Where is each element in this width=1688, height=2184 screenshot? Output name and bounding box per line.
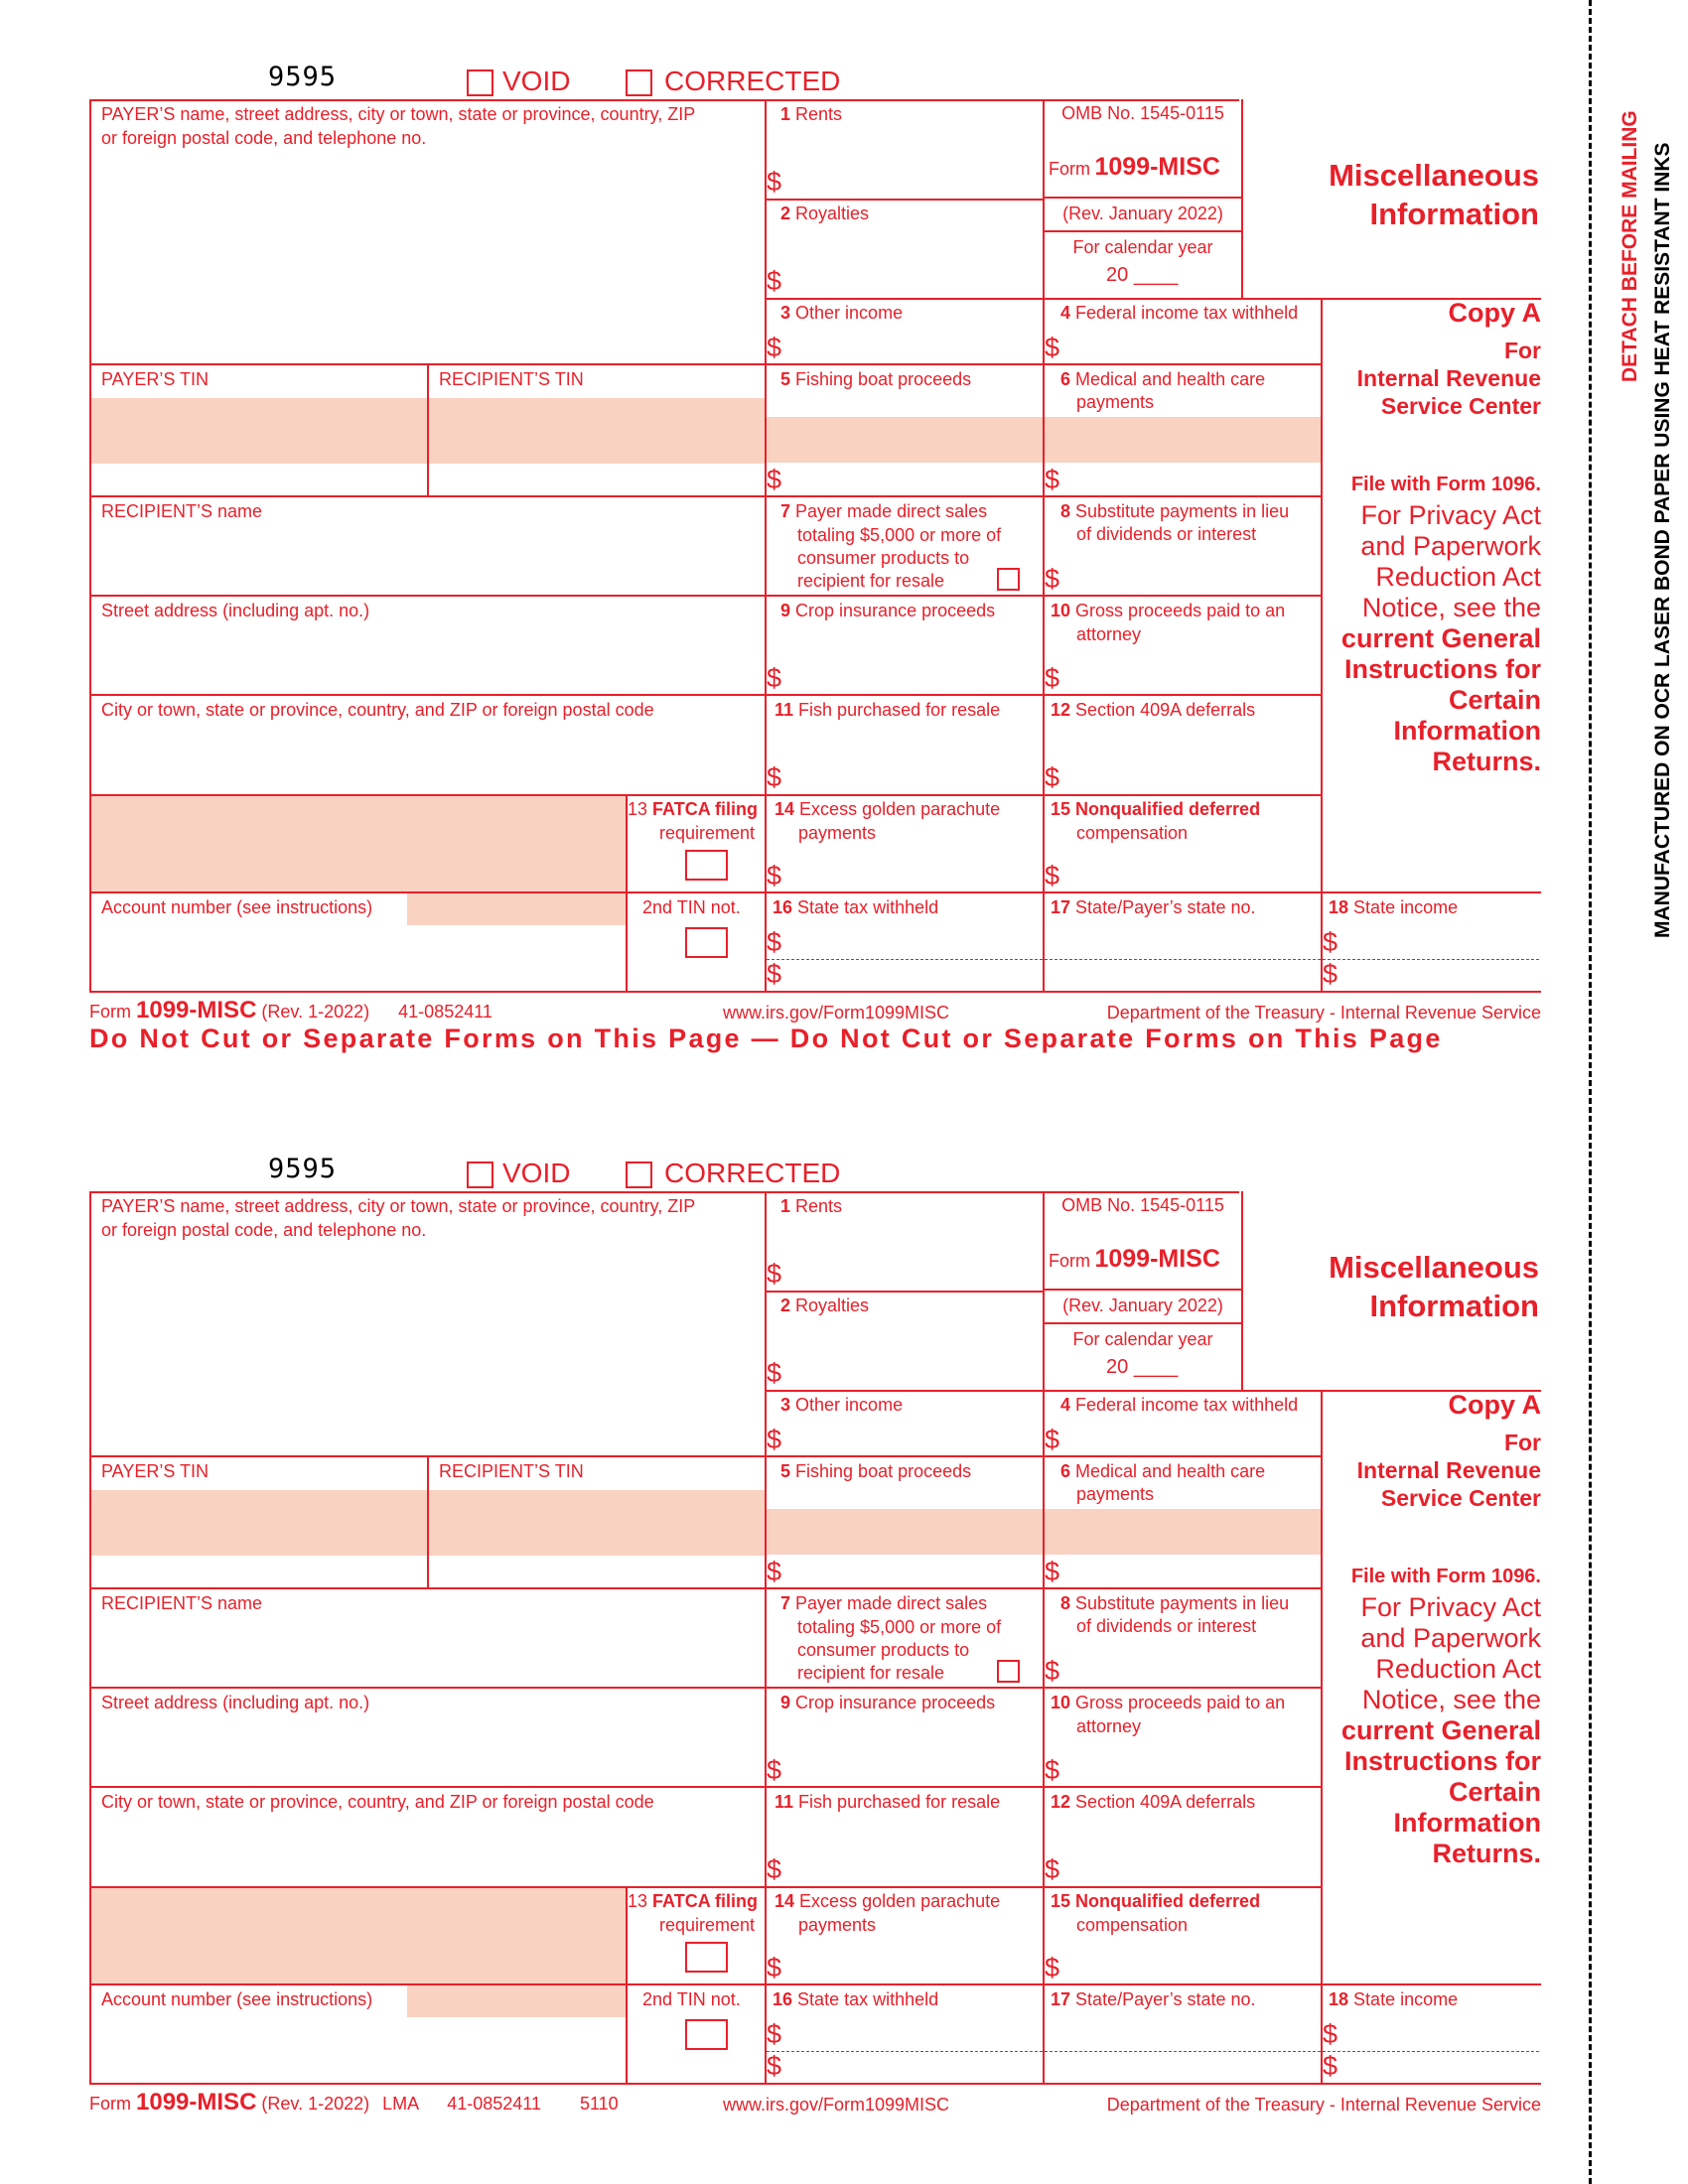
form-word: Form (1049, 1251, 1090, 1271)
privacy-bold-1: current General (1340, 623, 1541, 653)
box10-label2: attorney (1076, 624, 1142, 644)
fatca-label (628, 1890, 759, 1913)
box11-label: 11 Fish purchased for resale (774, 1792, 1001, 1812)
form-footer (89, 997, 492, 1024)
form-name-block (1049, 1245, 1220, 1274)
box7-label: 7 Payer made direct sales (780, 1593, 988, 1613)
box4-dollar[interactable]: $ (1045, 1425, 1060, 1454)
scan-code: 9595 (268, 1154, 338, 1184)
copy-for: For (1503, 1430, 1541, 1455)
footer-code: 41-0852411 (447, 2094, 541, 2114)
fatca-bold: FATCA filing (652, 1891, 759, 1911)
form-footer (89, 2089, 619, 2116)
box16-label: 16 State tax withheld (773, 1989, 939, 2009)
privacy-bold-4: Information (1393, 716, 1541, 746)
footer-code: 41-0852411 (398, 1002, 492, 1022)
fatca-shaded-area (91, 1888, 626, 1983)
footer-rev: (Rev. 1-2022) (261, 2094, 370, 2114)
title-information: Information (1369, 1289, 1539, 1323)
box4-label: 4 Federal income tax withheld (1060, 1395, 1299, 1415)
box8-dollar[interactable]: $ (1045, 564, 1060, 594)
box3-label: 3 Other income (780, 1395, 904, 1415)
privacy-line-2: and Paperwork (1360, 1623, 1541, 1653)
second-tin-checkbox[interactable] (685, 2019, 728, 2050)
privacy-line-1: For Privacy Act (1360, 1592, 1541, 1622)
omb-number: OMB No. 1545-0115 (1061, 103, 1224, 123)
privacy-bold-5: Returns. (1432, 747, 1541, 776)
payer-name-label2: or foreign postal code, and telephone no. (101, 1220, 427, 1240)
box18-dollar-2[interactable]: $ (1323, 2051, 1338, 2081)
footer-form-name: 1099-MISC (136, 2089, 257, 2116)
recipient-name-label: RECIPIENT’S name (101, 501, 263, 521)
box1-label: 1 Rents (780, 104, 843, 124)
box14-dollar[interactable]: $ (767, 1953, 782, 1982)
corrected-checkbox[interactable] (626, 69, 652, 96)
year-prefix: 20 (1106, 264, 1129, 286)
box15-label2: compensation (1076, 823, 1189, 843)
privacy-bold-4: Information (1393, 1808, 1541, 1838)
box9-dollar[interactable]: $ (767, 1755, 782, 1785)
corrected-label: CORRECTED (664, 1158, 841, 1188)
footer-url[interactable]: www.irs.gov/Form1099MISC (723, 2095, 950, 2115)
payer-tin-field[interactable] (91, 1490, 427, 1556)
recipient-tin-label: RECIPIENT’S TIN (439, 369, 584, 389)
form-copy-bottom (0, 1092, 1688, 2174)
box18-dollar-1[interactable]: $ (1323, 927, 1338, 957)
box12-label: 12 Section 409A deferrals (1051, 700, 1256, 720)
calendar-year-label: For calendar year (1072, 1329, 1213, 1349)
scan-code: 9595 (268, 62, 338, 92)
footer-url[interactable]: www.irs.gov/Form1099MISC (723, 1003, 950, 1023)
box10-label: 10 Gross proceeds paid to an (1051, 601, 1286, 620)
box7-line3: recipient for resale (797, 571, 945, 591)
box7-label: 7 Payer made direct sales (780, 501, 988, 521)
box18-label: 18 State income (1329, 1989, 1459, 2009)
recipient-name-label: RECIPIENT’S name (101, 1593, 263, 1613)
box2-label: 2 Royalties (780, 1296, 870, 1315)
year-blank: ____ (1133, 264, 1179, 286)
payer-tin-label: PAYER’S TIN (101, 1461, 210, 1481)
footer-form-name: 1099-MISC (136, 997, 257, 1024)
box12-dollar[interactable]: $ (1045, 762, 1060, 792)
copy-irs-1: Internal Revenue (1356, 1457, 1541, 1483)
box17-label: 17 State/Payer’s state no. (1051, 1989, 1256, 2009)
box11-dollar[interactable]: $ (767, 762, 782, 792)
privacy-bold-2: Instructions for (1343, 654, 1541, 684)
box7-line1: totaling $5,000 or more of (797, 1617, 1002, 1637)
title-information: Information (1369, 197, 1539, 231)
box17-label: 17 State/Payer’s state no. (1051, 897, 1256, 917)
box1-dollar[interactable]: $ (767, 167, 782, 197)
omb-number: OMB No. 1545-0115 (1061, 1195, 1224, 1215)
payer-name-label: PAYER’S name, street address, city or town, state or province, country, ZIP (101, 104, 696, 124)
footer-form-word: Form (89, 2094, 131, 2114)
payer-tin-field[interactable] (91, 398, 427, 464)
box12-dollar[interactable]: $ (1045, 1854, 1060, 1884)
box6-dollar[interactable]: $ (1045, 1557, 1060, 1586)
box18-label: 18 State income (1329, 897, 1459, 917)
box11-dollar[interactable]: $ (767, 1854, 782, 1884)
title-miscellaneous: Miscellaneous (1329, 1250, 1539, 1285)
box10-dollar[interactable]: $ (1045, 663, 1060, 693)
copy-irs-2: Service Center (1380, 1485, 1541, 1511)
box16-dollar-2[interactable]: $ (767, 2051, 782, 2081)
box3-dollar[interactable]: $ (767, 333, 782, 362)
void-label: VOID (502, 66, 571, 96)
box6-label2: payments (1076, 1484, 1155, 1504)
copy-for: For (1503, 338, 1541, 363)
box2-dollar[interactable]: $ (767, 266, 782, 296)
privacy-line-2: and Paperwork (1360, 531, 1541, 561)
box15-label: 15 Nonqualified deferred (1051, 1891, 1261, 1911)
recipient-tin-field[interactable] (429, 1490, 765, 1556)
form-copy-top (0, 0, 1688, 1082)
title-miscellaneous: Miscellaneous (1329, 158, 1539, 193)
box14-dollar[interactable]: $ (767, 861, 782, 890)
box5-label: 5 Fishing boat proceeds (780, 1461, 972, 1481)
box5-dollar[interactable]: $ (767, 1557, 782, 1586)
box7-checkbox[interactable] (997, 568, 1020, 591)
box11-label: 11 Fish purchased for resale (774, 700, 1001, 720)
calendar-year-label: For calendar year (1072, 237, 1213, 257)
box2-dollar[interactable]: $ (767, 1358, 782, 1388)
box16-dollar-1[interactable]: $ (767, 927, 782, 957)
box18-dollar-1[interactable]: $ (1323, 2019, 1338, 2049)
footer-rev: (Rev. 1-2022) (261, 1002, 370, 1022)
box9-dollar[interactable]: $ (767, 663, 782, 693)
box16-label: 16 State tax withheld (773, 897, 939, 917)
street-label: Street address (including apt. no.) (101, 601, 370, 620)
calendar-year-field[interactable] (1106, 264, 1178, 287)
fatca-label (628, 798, 759, 821)
box7-line2: consumer products to (797, 548, 970, 568)
account-number-shade (407, 1985, 626, 2017)
payer-tin-label: PAYER’S TIN (101, 369, 210, 389)
form-word: Form (1049, 159, 1090, 179)
city-label: City or town, state or province, country, and ZIP or foreign postal code (101, 1792, 654, 1812)
box5-label: 5 Fishing boat proceeds (780, 369, 972, 389)
second-tin-checkbox[interactable] (685, 927, 728, 958)
privacy-line-1: For Privacy Act (1360, 500, 1541, 530)
fatca-label-rest: requirement (658, 1915, 755, 1935)
box16-dollar-1[interactable]: $ (767, 2019, 782, 2049)
fatca-label-rest: requirement (658, 823, 755, 843)
box1-dollar[interactable]: $ (767, 1259, 782, 1289)
account-number-shade (407, 893, 626, 925)
copy-irs-1: Internal Revenue (1356, 365, 1541, 391)
box8-label: 8 Substitute payments in lieu (1060, 501, 1290, 521)
copy-a: Copy A (1448, 298, 1541, 328)
box6-label: 6 Medical and health care (1060, 1461, 1266, 1481)
box7-checkbox[interactable] (997, 1660, 1020, 1683)
privacy-bold-1: current General (1340, 1715, 1541, 1745)
void-label: VOID (502, 1158, 571, 1188)
payer-name-label2: or foreign postal code, and telephone no. (101, 128, 427, 148)
footer-dept: Department of the Treasury - Internal Revenue Service (1106, 1003, 1541, 1023)
footer-form-word: Form (89, 1002, 131, 1022)
side-manufactured-text: MANUFACTURED ON OCR LASER BOND PAPER USING HEAT RESISTANT INKS (1651, 142, 1674, 938)
box10-dollar[interactable]: $ (1045, 1755, 1060, 1785)
account-number-label: Account number (see instructions) (101, 1989, 373, 2009)
box5-shade (767, 1509, 1043, 1555)
box2-label: 2 Royalties (780, 204, 870, 223)
box14-label: 14 Excess golden parachute (774, 1891, 1001, 1911)
box6-dollar[interactable]: $ (1045, 465, 1060, 494)
box12-label: 12 Section 409A deferrals (1051, 1792, 1256, 1812)
box8-label2: of dividends or interest (1076, 1616, 1257, 1636)
box5-shade (767, 417, 1043, 463)
corrected-checkbox[interactable] (626, 1161, 652, 1188)
privacy-line-3: Reduction Act (1375, 1654, 1541, 1684)
privacy-bold-5: Returns. (1432, 1839, 1541, 1868)
box15-label2: compensation (1076, 1915, 1189, 1935)
privacy-line-4: Notice, see the (1361, 1685, 1541, 1714)
fatca-checkbox[interactable] (685, 1942, 728, 1973)
fatca-bold: FATCA filing (652, 799, 759, 819)
box8-label2: of dividends or interest (1076, 524, 1257, 544)
year-blank: ____ (1133, 1356, 1179, 1378)
recipient-tin-field[interactable] (429, 398, 765, 464)
form-name: 1099-MISC (1094, 1245, 1220, 1273)
fatca-num: 13 (628, 799, 648, 819)
box9-label: 9 Crop insurance proceeds (780, 601, 996, 620)
box7-line1: totaling $5,000 or more of (797, 525, 1002, 545)
box4-dollar[interactable]: $ (1045, 333, 1060, 362)
void-checkbox[interactable] (467, 1161, 493, 1188)
box3-dollar[interactable]: $ (767, 1425, 782, 1454)
payer-name-label: PAYER’S name, street address, city or town, state or province, country, ZIP (101, 1196, 696, 1216)
street-label: Street address (including apt. no.) (101, 1693, 370, 1712)
box5-dollar[interactable]: $ (767, 465, 782, 494)
footer-dept: Department of the Treasury - Internal Revenue Service (1106, 2095, 1541, 2115)
do-not-cut-warning: Do Not Cut or Separate Forms on This Page — Do Not Cut or Separate Forms on This Page (89, 1024, 1443, 1053)
box18-dollar-2[interactable]: $ (1323, 959, 1338, 989)
box14-label2: payments (798, 1915, 877, 1935)
box6-label: 6 Medical and health care (1060, 369, 1266, 389)
copy-irs-2: Service Center (1380, 393, 1541, 419)
file-with: File with Form 1096. (1350, 1566, 1541, 1587)
privacy-line-4: Notice, see the (1361, 593, 1541, 622)
box15-dollar[interactable]: $ (1045, 861, 1060, 890)
fatca-shaded-area (91, 796, 626, 891)
box7-line2: consumer products to (797, 1640, 970, 1660)
box14-label: 14 Excess golden parachute (774, 799, 1001, 819)
box6-shade (1045, 417, 1321, 463)
box9-label: 9 Crop insurance proceeds (780, 1693, 996, 1712)
fatca-checkbox[interactable] (685, 850, 728, 881)
box8-label: 8 Substitute payments in lieu (1060, 1593, 1290, 1613)
box14-label2: payments (798, 823, 877, 843)
footer-num: 5110 (579, 2094, 619, 2114)
calendar-year-field[interactable] (1106, 1356, 1178, 1379)
detach-dashed-line (1589, 0, 1592, 2184)
corrected-label: CORRECTED (664, 66, 841, 96)
box1-label: 1 Rents (780, 1196, 843, 1216)
city-label: City or town, state or province, country, and ZIP or foreign postal code (101, 700, 654, 720)
privacy-bold-2: Instructions for (1343, 1746, 1541, 1776)
second-tin-label: 2nd TIN not. (642, 897, 741, 917)
box10-label2: attorney (1076, 1716, 1142, 1736)
form-rev: (Rev. January 2022) (1062, 204, 1223, 223)
year-prefix: 20 (1106, 1356, 1129, 1378)
box16-dollar-2[interactable]: $ (767, 959, 782, 989)
box7-line3: recipient for resale (797, 1663, 945, 1683)
form-name: 1099-MISC (1094, 153, 1220, 181)
copy-a: Copy A (1448, 1390, 1541, 1420)
void-checkbox[interactable] (467, 69, 493, 96)
box4-label: 4 Federal income tax withheld (1060, 303, 1299, 323)
file-with: File with Form 1096. (1350, 474, 1541, 495)
recipient-tin-label: RECIPIENT’S TIN (439, 1461, 584, 1481)
account-number-label: Account number (see instructions) (101, 897, 373, 917)
box15-label: 15 Nonqualified deferred (1051, 799, 1261, 819)
side-detach-text: DETACH BEFORE MAILING (1618, 110, 1641, 382)
box10-label: 10 Gross proceeds paid to an (1051, 1693, 1286, 1712)
fatca-num: 13 (628, 1891, 648, 1911)
form-rev: (Rev. January 2022) (1062, 1296, 1223, 1315)
privacy-line-3: Reduction Act (1375, 562, 1541, 592)
privacy-bold-3: Certain (1448, 685, 1541, 715)
box6-label2: payments (1076, 392, 1155, 412)
form-name-block (1049, 153, 1220, 182)
box15-dollar[interactable]: $ (1045, 1953, 1060, 1982)
privacy-bold-3: Certain (1448, 1777, 1541, 1807)
second-tin-label: 2nd TIN not. (642, 1989, 741, 2009)
footer-lma: LMA (382, 2094, 419, 2114)
box6-shade (1045, 1509, 1321, 1555)
box8-dollar[interactable]: $ (1045, 1656, 1060, 1686)
box3-label: 3 Other income (780, 303, 904, 323)
